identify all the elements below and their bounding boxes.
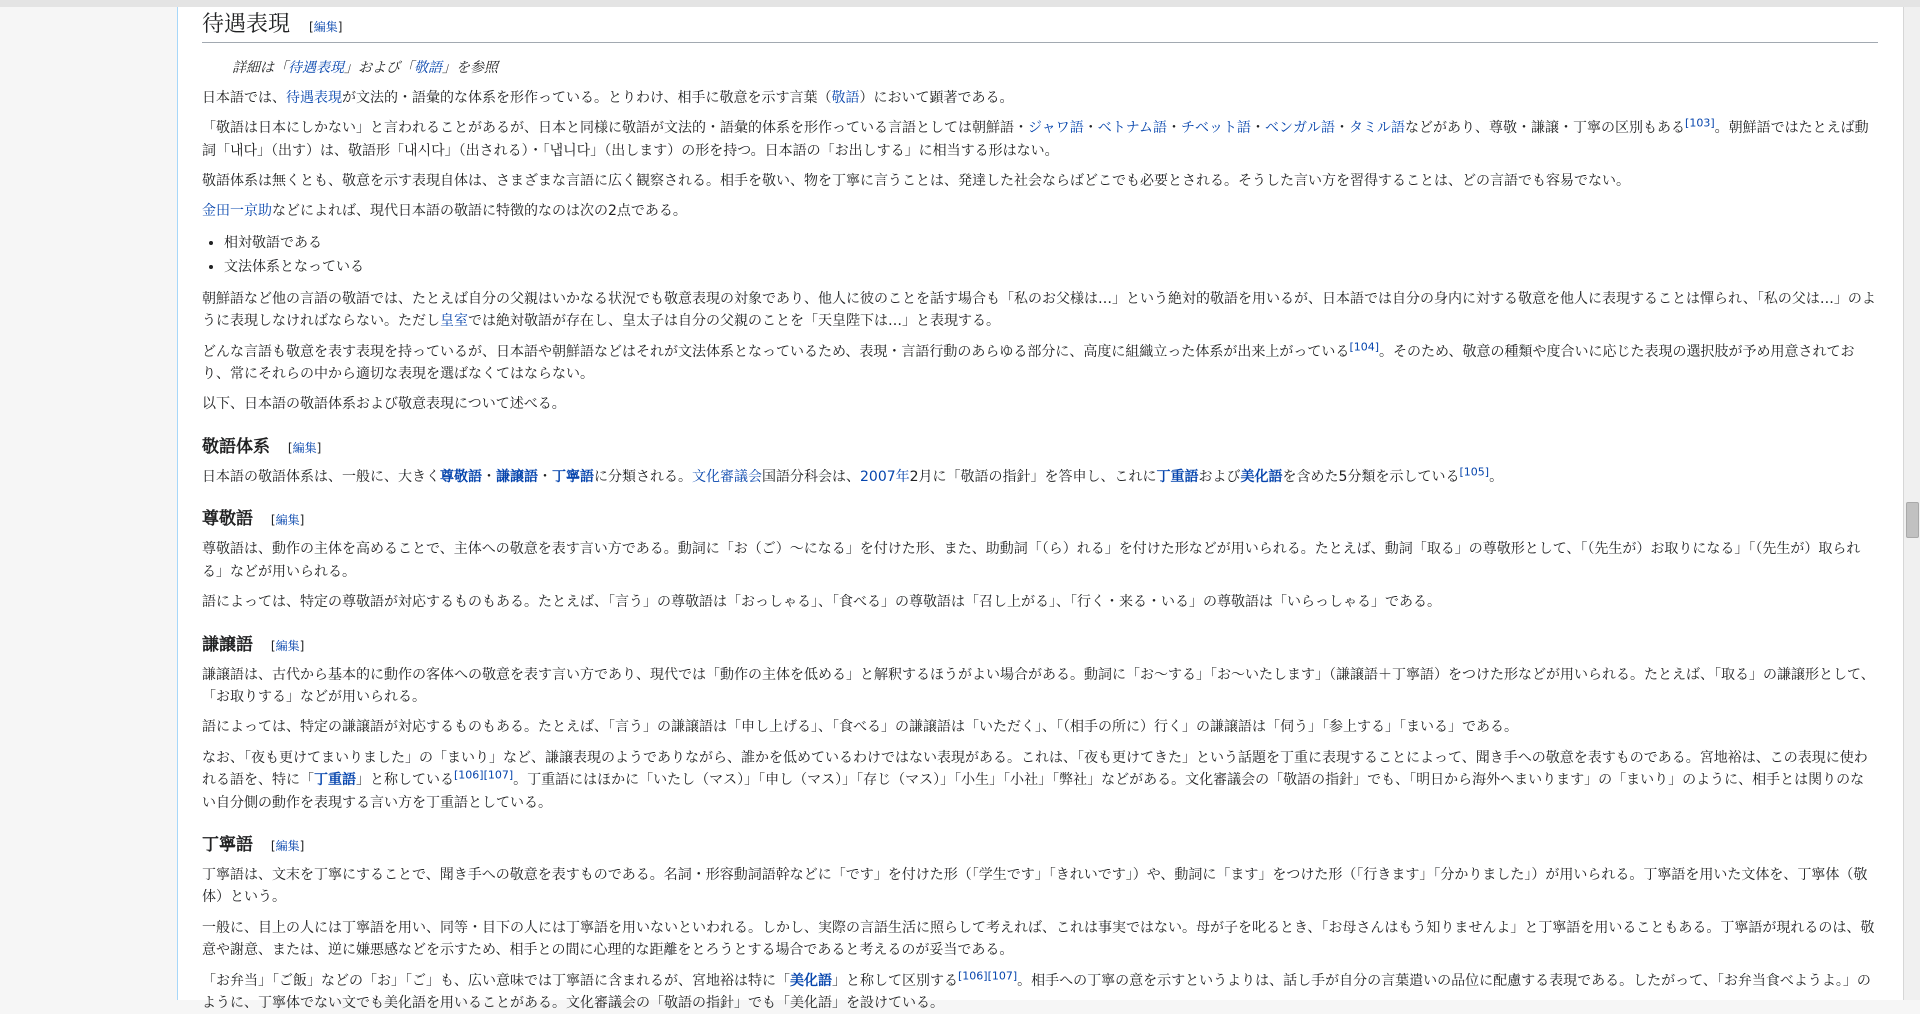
edit-link[interactable]: 編集 [292, 440, 317, 455]
link-vietnamese[interactable]: ベトナム語 [1097, 120, 1168, 137]
hatnote [202, 57, 1878, 79]
text: 。そのため、敬意の種類や度合いに応じた表現の選択肢が予め用意されており、常にそれらの中から適切な表現を選ばなくてはならない。 [202, 343, 1855, 383]
heading-text: 謙譲語 [202, 634, 253, 655]
article-content [177, 7, 1904, 1012]
section-heading-taigu [202, 11, 1878, 43]
paragraph: 語によっては、特定の謙譲語が対応するものもある。たとえば、「言う」の謙譲語は「申し上げる」、「食べる」の謙譲語は「いただく」、「（相手の所に）行く」の謙譲語は「伺う」「参上する」「まいる」である。 [202, 719, 1518, 736]
link-taigu[interactable]: 待遇表現 [288, 59, 344, 76]
heading-text: 敬語体系 [202, 436, 270, 457]
separator: ・ [482, 468, 496, 485]
reference-link[interactable]: [103] [1685, 116, 1715, 130]
section-heading-teineigo [202, 834, 1878, 856]
edit-section: [編集] [309, 20, 343, 34]
section-heading-kenjogo [202, 634, 1878, 656]
edit-section: [編集] [270, 838, 305, 853]
link-bengali[interactable]: ベンガル語 [1265, 120, 1336, 137]
text: 「敬語は日本にしかない」と言われることがあるが、日本と同様に敬語が文法的・語彙的体系を形作っている言語としては朝鮮語・ [202, 120, 1028, 137]
paragraph: 以下、日本語の敬語体系および敬意表現について述べる。 [202, 396, 566, 413]
edit-link[interactable]: 編集 [275, 638, 300, 653]
left-sidebar [0, 7, 177, 1000]
text: 日本語の敬語体系は、一般に、大きく [202, 468, 440, 485]
edit-link[interactable]: 編集 [275, 513, 300, 528]
text: 」と称している [356, 772, 454, 789]
text: 朝鮮語など他の言語の敬語では、たとえば自分の父親はいかなる状況でも敬意表現の対象であり、他人に彼のことを話す場合も「私のお父様は…」という絶対的敬語を用いるが、日本語では自分の身内に対する敬意を他人に表現することは憚られ、「私の父は…」のように表現しなければならない。ただし [202, 290, 1876, 330]
edit-link[interactable]: 編集 [313, 20, 338, 34]
paragraph [202, 117, 1878, 162]
text: に分類される。 [594, 468, 692, 485]
text: などがあり、尊敬・謙譲・丁寧の区別もある [1405, 120, 1686, 137]
text: などによれば、現代日本語の敬語に特徴的なのは次の2点である。 [272, 203, 687, 220]
link-kindaichi[interactable]: 金田一京助 [202, 203, 272, 220]
separator: ・ [1335, 120, 1350, 137]
text: 。相手への丁寧の意を示すというよりは、話し手が自分の言葉遣いの品位に配慮する表現である。したがって、「お弁当食べようよ。」のように、丁寧体でない文でも美化語を用いることがある。文化審議会の「敬語の指針」でも「美化語」を設けている。 [202, 972, 1871, 1012]
paragraph: 一般に、目上の人には丁寧語を用い、同等・目下の人には丁寧語を用いないといわれる。しかし、実際の言語生活に照らして考えれば、これは事実ではない。母が子を叱るとき、「お母さんはもう知りませんよ」と丁寧語を用いることもある。丁寧語が現れるのは、敬意や謝意、または、逆に嫌悪感などを示すため、相手との間に心理的な距離をとろうとする場合であると考えるのが妥当である。 [202, 919, 1875, 959]
paragraph [202, 288, 1878, 333]
paragraph [202, 970, 1878, 1014]
paragraph [202, 87, 1878, 109]
link-2007[interactable]: 2007年 [860, 468, 910, 485]
edit-section: [編集] [287, 440, 322, 455]
text: 詳細は「 [232, 59, 288, 76]
separator: ・ [538, 468, 552, 485]
list-item: • 相対敬語である [224, 231, 1878, 256]
vertical-scrollbar[interactable] [1903, 7, 1920, 1000]
text: どんな言語も敬意を表す表現を持っているが、日本語や朝鮮語などはそれが文法体系となっているため、表現・言語行動のあらゆる部分に、高度に組織立った体系が出来上がっている [202, 343, 1350, 360]
link-teineigo[interactable]: 丁寧語 [552, 468, 594, 485]
link-bunka-shingikai[interactable]: 文化審議会 [692, 468, 762, 485]
link-tamil[interactable]: タミル語 [1349, 120, 1406, 137]
separator: ・ [1251, 120, 1266, 137]
text: では絶対敬語が存在し、皇太子は自分の父親のことを「天皇陛下は…」と表現する。 [468, 313, 1000, 330]
separator: ・ [1167, 120, 1182, 137]
text: が文法的・語彙的な体系を形作っている。とりわけ、相手に敬意を示す言葉（ [342, 89, 832, 106]
text: 」を参照 [442, 59, 498, 76]
link-teichogo[interactable]: 丁重語 [1156, 468, 1199, 485]
heading-text: 丁寧語 [202, 834, 253, 855]
text: 。丁重語にはほかに「いたし（マス）」「申し（マス）」「存じ（マス）」「小生」「小社」「弊社」などがある。文化審議会の「敬語の指針」でも、「明日から海外へまいります」の「まいり」のように、相手とは関りのない自分側の動作を表現する言い方を丁重語としている。 [202, 772, 1865, 811]
reference-link[interactable]: [106][107] [958, 968, 1018, 982]
section-heading-sonkeigo [202, 508, 1878, 530]
paragraph: 尊敬語は、動作の主体を高めることで、主体への敬意を表す言い方である。動詞に「お（ご）〜になる」を付けた形、また、助動詞「（ら）れる」を付けた形などが用いられる。たとえば、動詞「取る」の尊敬形として、「（先生が）お取りになる」「（先生が）取られる」などが用いられる。 [202, 541, 1861, 580]
paragraph [202, 341, 1878, 386]
link-keigo[interactable]: 敬語 [414, 59, 442, 76]
link-javanese[interactable]: ジャワ語 [1028, 120, 1084, 137]
text: 。朝鮮語ではたとえば動詞「내다」（出す）は、敬語形「내시다」（出される）・「냅니다」（出します）の形を持つ。日本語の「お出しする」に相当する形はない。 [202, 120, 1869, 159]
edit-link[interactable]: 編集 [275, 838, 300, 853]
text: および [1198, 468, 1241, 485]
text: ）において顕著である。 [859, 89, 1014, 106]
link-sonkeigo[interactable]: 尊敬語 [440, 468, 482, 485]
paragraph [202, 466, 1878, 488]
link-tibetan[interactable]: チベット語 [1181, 120, 1252, 137]
paragraph: 語によっては、特定の尊敬語が対応するものもある。たとえば、「言う」の尊敬語は「おっしゃる」、「食べる」の尊敬語は「召し上がる」、「行く・来る・いる」の尊敬語は「いらっしゃる」である。 [202, 594, 1441, 611]
paragraph: 謙譲語は、古代から基本的に動作の客体への敬意を表す言い方であり、現代では「動作の主体を低める」と解釈するほうがよい場合がある。動詞に「お〜する」「お〜いたします」（謙譲語＋丁寧語）をつけた形などが用いられる。たとえば、「取る」の謙譲形として、「お取りする」などが用いられる。 [202, 666, 1875, 706]
text: 2月に「敬語の指針」を答申し、これに [909, 468, 1157, 485]
text: 「お弁当」「ご飯」などの「お」「ご」も、広い意味では丁寧語に含まれるが、宮地裕は特に「 [202, 972, 790, 989]
list-item: • 文法体系となっている [224, 255, 1878, 280]
link-bikago[interactable]: 美化語 [790, 972, 832, 989]
heading-text: 尊敬語 [202, 509, 253, 530]
text: 。 [1489, 468, 1504, 485]
paragraph [202, 200, 1878, 222]
link-keigo[interactable]: 敬語 [831, 89, 860, 106]
text: なお、「夜も更けてまいりました」の「まいり」など、謙譲表現のようでありながら、誰かを低めているわけではない表現がある。これは、「夜も更けてきた」という話題を丁重に表現することによって、聞き手への敬意を表すものである。宮地裕は、この表現に使われる語を、特に「 [202, 749, 1868, 789]
bullet-list [224, 231, 1878, 280]
link-kenjogo[interactable]: 謙譲語 [496, 468, 538, 485]
paragraph [202, 747, 1878, 814]
paragraph: 敬語体系は無くとも、敬意を示す表現自体は、さまざまな言語に広く観察される。相手を敬い、物を丁寧に言うことは、発達した社会ならばどこでも必要とされる。そうした言い方を習得することは、どの言語でも容易でない。 [202, 173, 1630, 190]
edit-section: [編集] [270, 513, 305, 528]
heading-text: 待遇表現 [202, 12, 291, 37]
link-koshitsu[interactable]: 皇室 [440, 313, 468, 330]
paragraph: 丁寧語は、文末を丁寧にすることで、聞き手への敬意を表すものである。名詞・形容動詞語幹などに「です」を付けた形（「学生です」「きれいです」）や、動詞に「ます」をつけた形（「行きます」「分かりました」）が用いられる。丁寧語を用いた文体を、丁寧体（敬体）という。 [202, 867, 1868, 906]
reference-link[interactable]: [105] [1459, 465, 1490, 479]
separator: ・ [1083, 120, 1098, 137]
link-taigu-hyogen[interactable]: 待遇表現 [286, 89, 342, 106]
edit-section: [編集] [270, 638, 305, 653]
text: を含めた5分類を示している [1282, 468, 1460, 485]
section-heading-keigo-taikei [202, 436, 1878, 458]
reference-link[interactable]: [106][107] [454, 768, 514, 782]
text: 国語分科会は、 [762, 468, 860, 485]
link-bikago[interactable]: 美化語 [1240, 468, 1283, 485]
text: 」と称して区別する [832, 972, 958, 989]
reference-link[interactable]: [104] [1349, 339, 1380, 353]
scrollbar-thumb[interactable] [1906, 502, 1919, 538]
text: 」および「 [344, 59, 414, 76]
link-teichogo[interactable]: 丁重語 [314, 772, 356, 789]
text: 日本語では、 [202, 89, 286, 106]
